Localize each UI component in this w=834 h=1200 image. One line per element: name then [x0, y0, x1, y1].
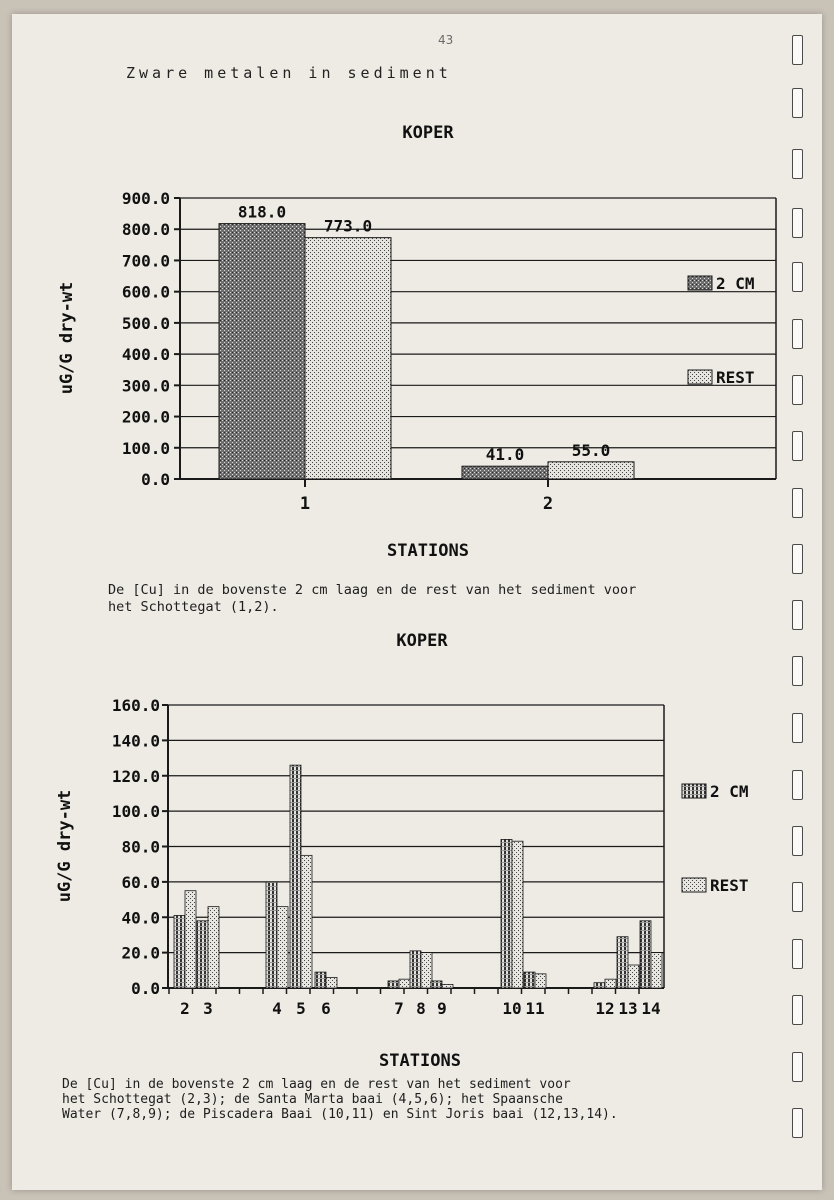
x-tick-label: 13: [618, 999, 638, 1018]
y-tick-label: 600.0: [121, 282, 170, 302]
x-tick-label: 4: [272, 999, 282, 1018]
y-tick-label: 160.0: [111, 696, 160, 715]
chart-koper-stations-2-14: [0, 620, 834, 1070]
y-tick-label: 700.0: [121, 251, 170, 271]
bar-2cm-station-8: [410, 951, 421, 988]
x-tick-label: 12: [595, 999, 615, 1018]
bar-2cm-station-3: [197, 921, 208, 988]
bar-2cm-station-2: [462, 466, 548, 479]
x-tick-label: 1: [299, 494, 311, 514]
y-tick-label: 400.0: [121, 345, 170, 365]
y-axis-label: uG/G dry-wt: [55, 789, 75, 903]
bar-2cm-station-7: [388, 981, 399, 988]
bar-2cm-station-4: [266, 882, 277, 988]
y-tick-label: 100.0: [121, 438, 170, 458]
y-axis-label: uG/G dry-wt: [57, 281, 77, 395]
y-tick-label: 40.0: [121, 908, 160, 928]
bar-rest-station-9: [442, 984, 453, 988]
bar-rest-station-4: [277, 907, 288, 988]
legend-swatch-2cm: [682, 784, 706, 798]
legend-label: 2 CM: [710, 782, 749, 801]
bar-2cm-station-9: [431, 981, 442, 988]
y-tick-label: 60.0: [121, 872, 160, 892]
bar-2cm-station-2: [174, 915, 185, 988]
x-tick-label: 9: [437, 999, 447, 1018]
x-axis-label: STATIONS: [379, 1051, 461, 1070]
bars: [174, 765, 662, 988]
bar-2cm-station-11: [524, 972, 535, 988]
legend: [682, 782, 749, 895]
bar-2cm-station-12: [594, 983, 605, 988]
grid-lines: [162, 705, 664, 988]
y-tick-label: 20.0: [121, 943, 160, 963]
x-tick-label: 10: [502, 999, 522, 1018]
legend-swatch-2cm: [688, 276, 712, 290]
bar-2cm-station-13: [617, 937, 628, 988]
y-tick-label: 140.0: [111, 731, 160, 751]
bar-2cm-station-14: [640, 921, 651, 988]
data-label: 773.0: [323, 216, 373, 236]
page-title: Zware metalen in sediment: [126, 64, 452, 82]
y-tick-label: 900.0: [121, 189, 170, 208]
legend-swatch-rest: [682, 878, 706, 892]
y-tick-labels: [122, 189, 170, 489]
x-tick-label: 2: [542, 494, 554, 514]
bar-rest-station-10: [512, 841, 523, 988]
bar-rest-station-11: [535, 974, 546, 988]
chart-title: KOPER: [396, 631, 448, 651]
bar-rest-station-2: [185, 891, 196, 988]
legend-swatch-rest: [688, 370, 712, 384]
y-tick-label: 300.0: [121, 376, 170, 396]
bar-2cm-station-5: [290, 765, 301, 988]
x-tick-label: 2: [180, 999, 190, 1018]
x-tick-label: 5: [296, 999, 306, 1018]
x-tick-label: 3: [203, 999, 213, 1018]
bar-rest-station-1: [305, 238, 391, 479]
bar-2cm-station-10: [501, 839, 512, 988]
x-tick-label: 14: [641, 999, 661, 1018]
y-tick-label: 80.0: [121, 837, 160, 857]
legend-label: 2 CM: [716, 274, 755, 293]
y-tick-label: 0.0: [141, 470, 170, 489]
bar-2cm-station-1: [219, 224, 305, 479]
data-label: 55.0: [571, 440, 611, 460]
caption-chart-1: De [Cu] in de bovenste 2 cm laag en de rest van het sediment voor het Schottegat (1,2).: [108, 582, 637, 615]
caption-chart-2: De [Cu] in de bovenste 2 cm laag en de rest van het sediment voor het Schottegat (2,3); de Santa Marta baai (4,5,6); het Spaansche Water (7,8,9); de Piscadera Baai (10,11) en Sint Joris baai (12,13,14).: [62, 1077, 618, 1122]
bar-rest-station-3: [208, 907, 219, 988]
y-tick-label: 120.0: [111, 766, 160, 786]
bar-rest-station-7: [399, 979, 410, 988]
x-tick-label: 8: [416, 999, 426, 1018]
data-label: 41.0: [485, 445, 525, 465]
bar-rest-station-8: [421, 953, 432, 988]
x-axis-label: STATIONS: [387, 541, 469, 561]
bar-rest-station-2: [548, 462, 634, 479]
x-tick-labels: [169, 988, 661, 1018]
y-tick-label: 100.0: [111, 802, 160, 822]
bar-rest-station-14: [651, 953, 662, 988]
legend: [688, 274, 755, 387]
binder-hole: [792, 35, 803, 65]
chart-title: KOPER: [402, 123, 454, 143]
y-tick-label: 800.0: [121, 220, 170, 240]
x-tick-labels: [300, 479, 553, 514]
x-tick-label: 6: [321, 999, 331, 1018]
bar-rest-station-5: [301, 855, 312, 988]
data-label: 818.0: [237, 202, 287, 222]
binder-hole: [792, 1108, 803, 1138]
y-tick-labels: [112, 696, 160, 998]
bar-rest-station-6: [326, 977, 337, 988]
bar-2cm-station-6: [315, 972, 326, 988]
x-tick-label: 11: [525, 999, 545, 1018]
y-tick-label: 500.0: [121, 313, 170, 333]
bar-rest-station-12: [605, 979, 616, 988]
page-number: 43: [438, 33, 454, 47]
y-tick-label: 200.0: [121, 407, 170, 427]
legend-label: REST: [716, 368, 755, 387]
bar-rest-station-13: [628, 965, 639, 988]
x-tick-label: 7: [394, 999, 404, 1018]
y-tick-label: 0.0: [131, 979, 160, 998]
legend-label: REST: [710, 876, 749, 895]
